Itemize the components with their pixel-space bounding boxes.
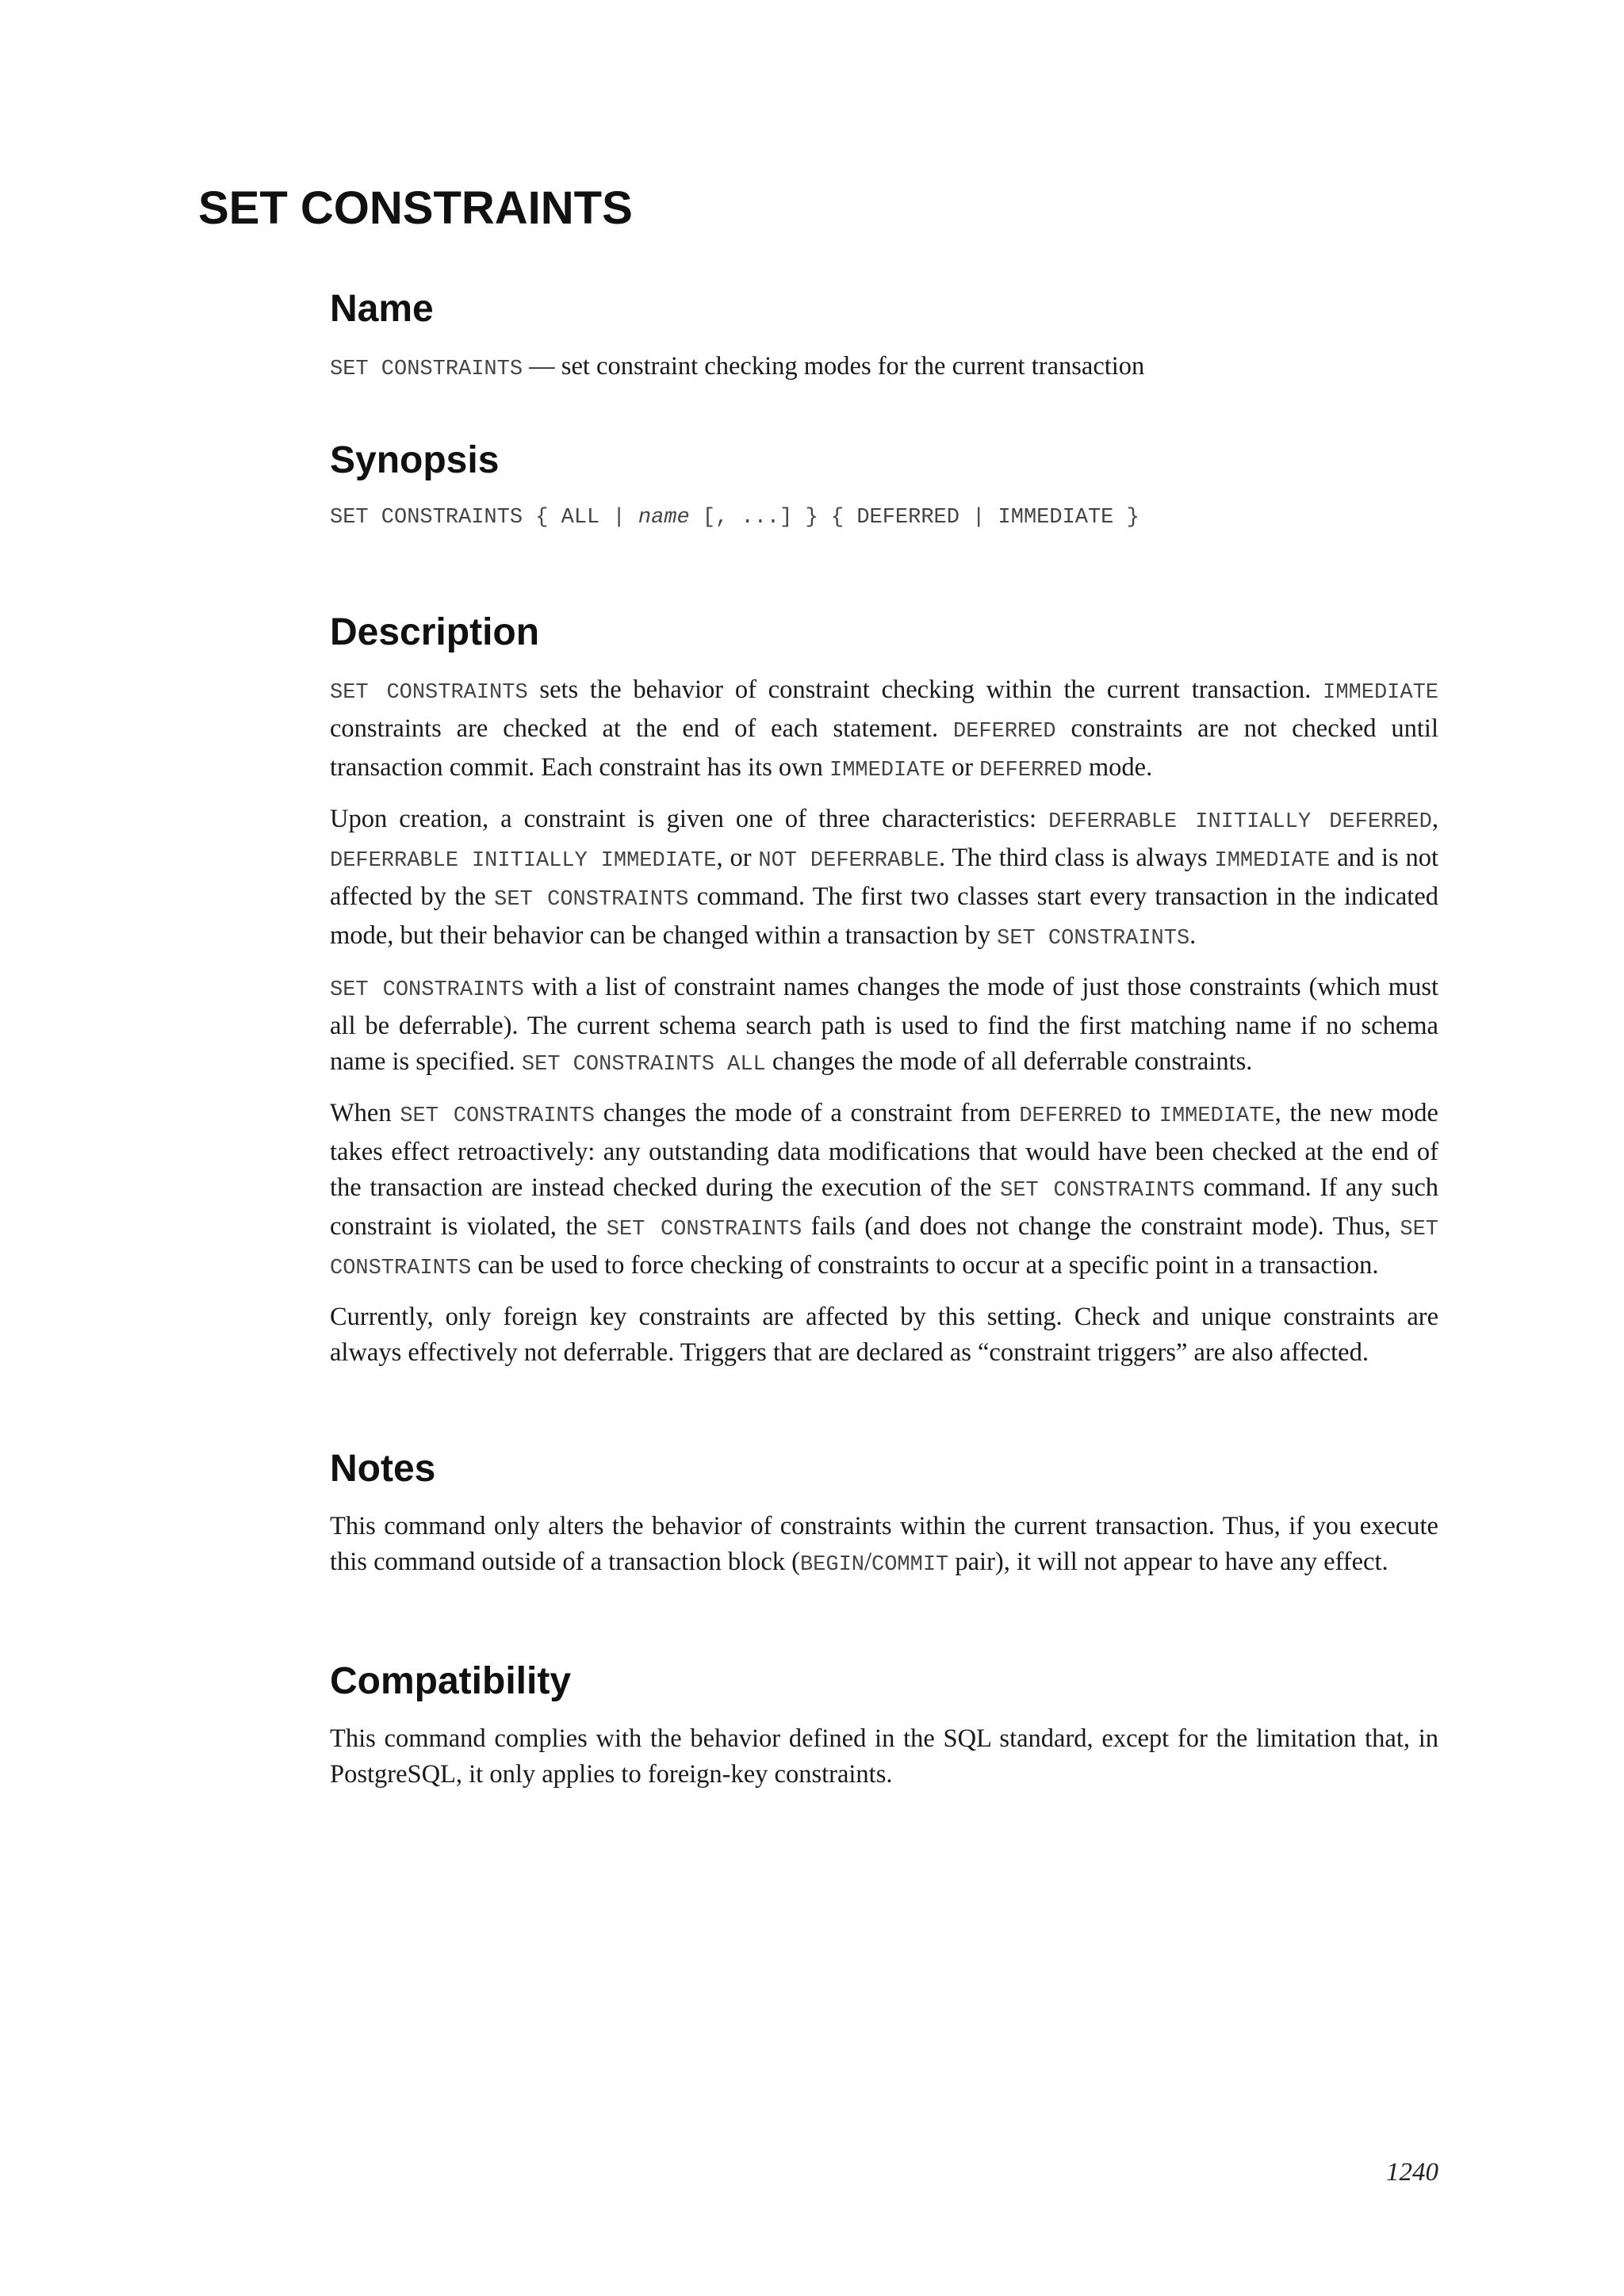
code-literal: SET CONSTRAINTS: [330, 1218, 1438, 1280]
synopsis-part: [, ...] } { DEFERRED | IMMEDIATE }: [689, 506, 1139, 530]
code-literal: SET CONSTRAINTS: [997, 927, 1190, 951]
text-run: . The third class is always: [938, 844, 1215, 872]
text-run: When: [330, 1099, 400, 1127]
text-run: Upon creation, a constraint is given one of three characteristics:: [330, 805, 1049, 833]
text-run: or: [944, 753, 980, 782]
description-paragraph: [330, 1096, 1438, 1287]
compatibility-paragraph: This command complies with the behavior defined in the SQL standard, except for the limitation that, in PostgreSQL, it only applies to foreign-key constraints.: [330, 1724, 1438, 1789]
code-literal: IMMEDIATE: [1159, 1104, 1275, 1128]
synopsis-heading: Synopsis: [330, 439, 500, 481]
description-section: [330, 609, 1438, 1371]
code-literal: DEFERRED: [979, 759, 1082, 783]
notes-paragraph: [330, 1509, 1438, 1583]
synopsis-code: [330, 500, 1438, 536]
text-run: This command only alters the behavior of constraints within the current transaction. Thus, if you execute this command outside of a transaction block (: [330, 1512, 1438, 1576]
code-literal: SET CONSTRAINTS: [330, 978, 524, 1002]
command-literal: SET CONSTRAINTS: [330, 358, 523, 381]
code-literal: SET CONSTRAINTS: [400, 1104, 595, 1128]
code-literal: SET CONSTRAINTS: [330, 681, 528, 705]
notes-heading: Notes: [330, 1448, 436, 1490]
code-literal: DEFERRABLE INITIALLY IMMEDIATE: [330, 849, 717, 873]
code-literal: IMMEDIATE: [1323, 681, 1438, 705]
text-run: with a list of constraint names changes the mode of just those constraints (which must all be deferrable). The current schema search path is used to find the first matching name if no schema name is specified.: [330, 973, 1438, 1076]
text-run: sets the behavior of constraint checking within the current transaction.: [527, 675, 1323, 704]
description-paragraph: [330, 970, 1438, 1083]
text-run: /: [864, 1548, 872, 1576]
text-run: command. If any such constraint is violated, the: [330, 1173, 1438, 1241]
page-title: SET CONSTRAINTS: [198, 182, 633, 234]
description-paragraph: Currently, only foreign key constraints are affected by this setting. Check and unique constraints are always effectively not deferrable. Triggers that are declared as “constraint triggers” are also affected.: [330, 1303, 1438, 1367]
page-number: 1240: [1386, 2158, 1438, 2187]
page-content: [330, 285, 1438, 1843]
code-literal: COMMIT: [871, 1553, 949, 1577]
name-heading: Name: [330, 288, 434, 330]
text-run: can be used to force checking of constraints to occur at a specific point in a transaction.: [471, 1251, 1379, 1280]
text-run: .: [1189, 921, 1197, 950]
code-literal: DEFERRED: [1019, 1104, 1122, 1128]
text-run: , or: [716, 844, 759, 872]
synopsis-section: [330, 437, 1438, 536]
code-literal: IMMEDIATE: [829, 759, 945, 783]
description-paragraph: [330, 672, 1438, 789]
notes-section: [330, 1445, 1438, 1583]
code-literal: SET CONSTRAINTS: [606, 1218, 802, 1242]
code-literal: SET CONSTRAINTS ALL: [521, 1053, 766, 1077]
text-run: changes the mode of all deferrable constraints.: [765, 1047, 1253, 1076]
text-run: fails (and does not change the constraint mode). Thus,: [802, 1212, 1400, 1241]
code-literal: DEFERRABLE INITIALLY DEFERRED: [1048, 810, 1432, 834]
description-heading: Description: [330, 611, 540, 653]
text-run: , the new mode takes effect retroactively: any outstanding data modifications that would have been checked at the end of the transaction are instead checked during the execution of the: [330, 1099, 1438, 1202]
text-run: to: [1121, 1099, 1159, 1127]
text-run: ,: [1431, 805, 1438, 833]
synopsis-parameter: name: [638, 506, 690, 530]
name-line: [330, 349, 1438, 388]
text-run: command. The first two classes start every transaction in the indicated mode, but their behavior can be changed within a transaction by: [330, 882, 1438, 950]
text-run: changes the mode of a constraint from: [595, 1099, 1020, 1127]
code-literal: SET CONSTRAINTS: [1000, 1179, 1195, 1203]
code-literal: SET CONSTRAINTS: [494, 888, 689, 912]
text-run: mode.: [1082, 753, 1153, 782]
text-run: and is not affected by the: [330, 844, 1438, 911]
description-paragraph: [330, 802, 1438, 957]
text-run: constraints are checked at the end of each statement.: [330, 714, 954, 743]
code-literal: IMMEDIATE: [1214, 849, 1331, 873]
command-summary: — set constraint checking modes for the current transaction: [523, 352, 1145, 381]
code-literal: BEGIN: [799, 1553, 864, 1577]
compatibility-heading: Compatibility: [330, 1660, 572, 1702]
compatibility-section: [330, 1658, 1438, 1793]
code-literal: DEFERRED: [953, 720, 1056, 744]
text-run: pair), it will not appear to have any effect.: [948, 1548, 1388, 1576]
synopsis-part: SET CONSTRAINTS { ALL |: [330, 506, 638, 530]
code-literal: NOT DEFERRABLE: [758, 849, 939, 873]
name-section: [330, 285, 1438, 388]
text-run: constraints are not checked until transaction commit. Each constraint has its own: [330, 714, 1438, 782]
